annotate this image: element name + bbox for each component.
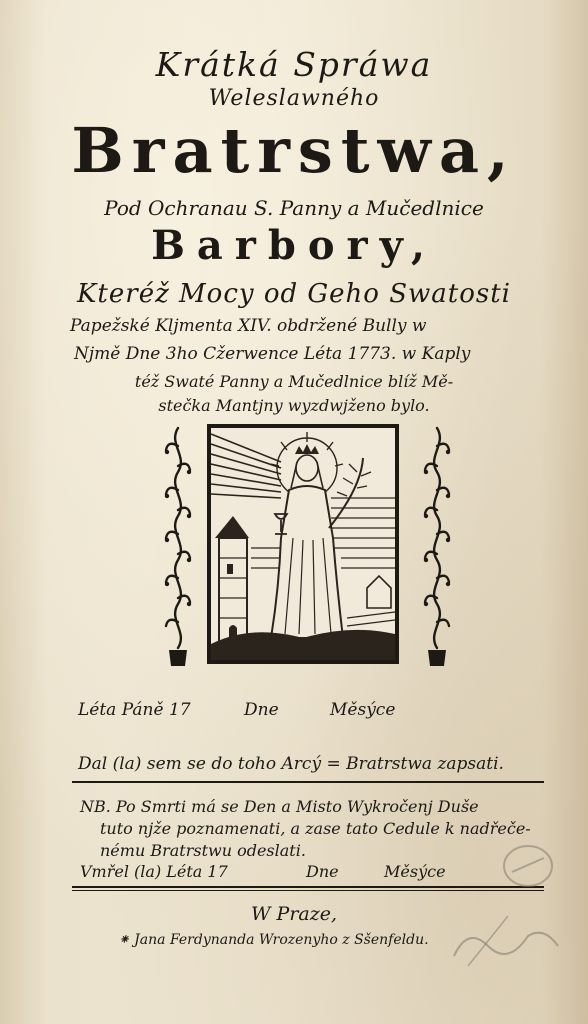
registration-year-label: Léta Páně 17 <box>78 700 191 720</box>
title-line-4: Pod Ochranau S. Panny a Mučedlnice <box>104 196 484 220</box>
divider-bottom-thin <box>72 890 544 891</box>
nota-bene-note <box>80 796 550 862</box>
saint-barbara-illustration <box>211 428 395 660</box>
title-line-2: Weleslawného <box>208 86 380 111</box>
divider-bottom <box>72 886 544 888</box>
death-year-label: Vmřel (la) Léta 17 <box>80 862 228 881</box>
body-line-4: stečka Mantjny wyzdwjženo bylo. <box>158 396 430 415</box>
nb-line-3: nému Bratrstwu odeslati. <box>100 841 306 860</box>
library-stamp-mark <box>498 836 558 896</box>
nb-line-1: NB. Po Smrti má se Den a Misto Wykročenj Duše <box>80 797 479 816</box>
body-line-1: Papežské Kljmenta XIV. obdržené Bully w <box>70 316 427 336</box>
title-saint-name: Barbory, <box>151 222 437 269</box>
title-main-word: Bratrstwa, <box>71 114 517 187</box>
death-day-label: Dne <box>306 862 339 881</box>
divider-top <box>72 781 544 783</box>
saint-barbara-woodcut <box>207 424 399 664</box>
registration-day-label: Dne <box>244 700 279 720</box>
body-line-2: Njmě Dne 3ho Cžerwence Léta 1773. w Kaply <box>74 344 471 364</box>
title-line-6: Kteréž Mocy od Geho Swatosti <box>77 279 511 309</box>
right-vine-ornament <box>422 426 452 671</box>
title-line-1: Krátká Spráwa <box>155 45 433 84</box>
registration-month-label: Měsýce <box>330 700 396 720</box>
nb-line-2: tuto njže poznamenati, a zase tato Cedule k nadřeče- <box>100 819 531 838</box>
death-month-label: Měsýce <box>384 862 446 881</box>
enrollment-statement: Dal (la) sem se do toho Arcý = Bratrstwa zapsati. <box>78 754 504 774</box>
pencil-annotation-mark <box>448 906 578 976</box>
imprint-city: W Praze, <box>250 903 338 925</box>
imprint-printer: ⁕ Jana Ferdynanda Wrozenyho z Sšenfeldu. <box>118 932 429 948</box>
left-vine-ornament <box>163 426 193 671</box>
body-line-3: též Swaté Panny a Mučedlnice blíž Mě- <box>134 372 454 391</box>
